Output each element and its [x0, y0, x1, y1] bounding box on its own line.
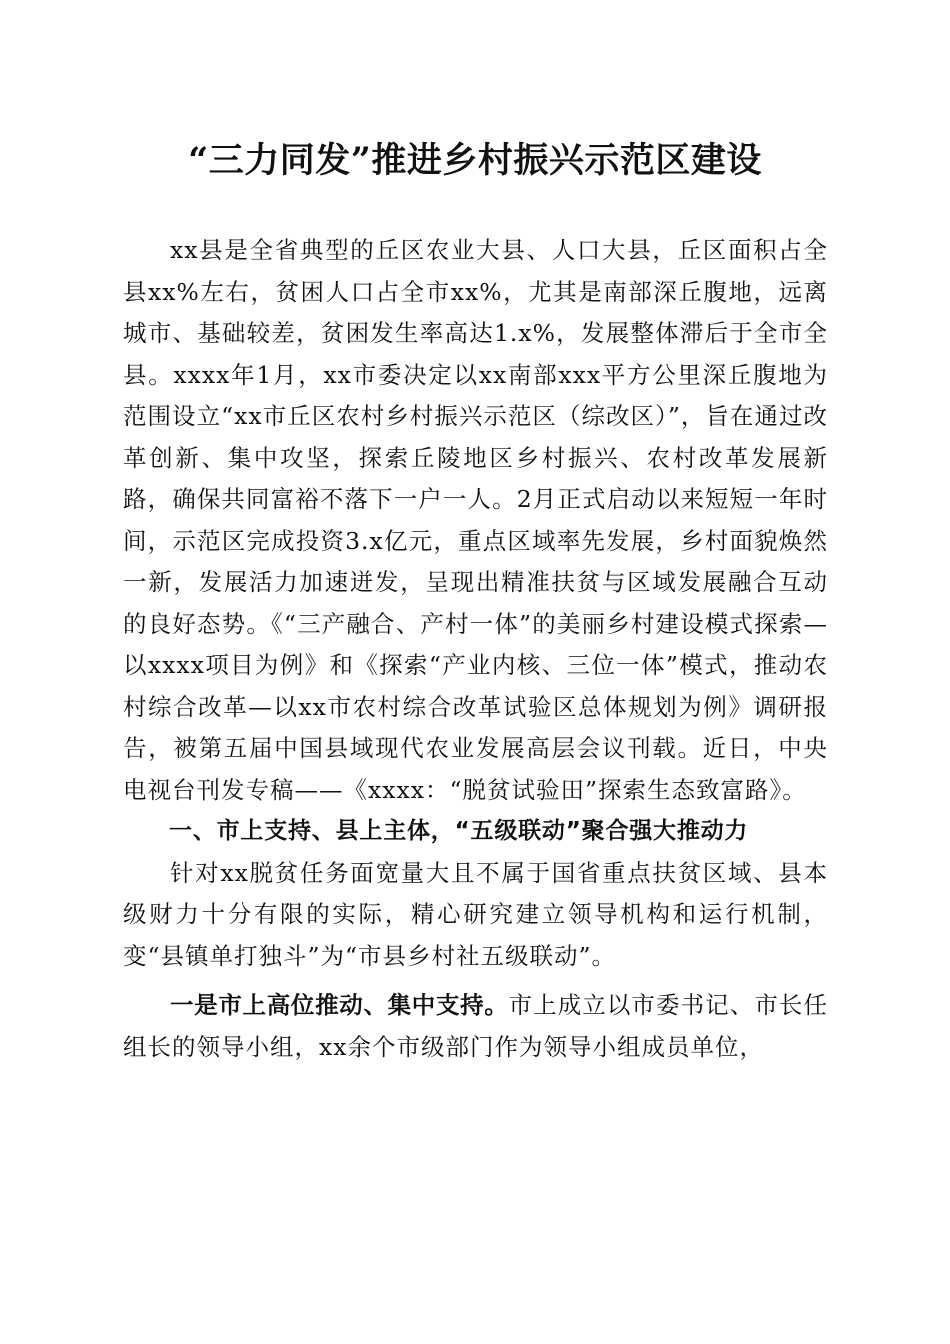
section-paragraph: 针对xx脱贫任务面宽量大且不属于国省重点扶贫区域、县本级财力十分有限的实际，精心研究建立领导机构和运行机制，变“县镇单打独斗”为“市县乡村社五级联动”。 [123, 858, 828, 970]
intro-paragraph: xx县是全省典型的丘区农业大县、人口大县，丘区面积占全县xx%左右，贫困人口占全市xx%，尤其是南部深丘腹地，远离城市、基础较差，贫困发生率高达1.x%，发展整体滞后于全市全县。xxxx年1月，xx市委决定以xx南部xxx平方公里深丘腹地为范围设立“xx市丘区农村乡村振兴示范区（综改区）”，旨在通过改革创新、集中攻坚，探索丘陵地区乡村振兴、农村改革发展新路，确保共同富裕不落下一户一人。2月正式启动以来短短一年时间，示范区完成投资3.x亿元，重点区域率先发展，乡村面貌焕然一新，发展活力加速迸发，呈现出精准扶贫与区域发展融合互动的良好态势。《“三产融合、产村一体”的美丽乡村建设模式探索—以xxxx项目为例》和《探索“产业内核、三位一体”模式，推动农村综合改革—以xx市农村综合改革试验区总体规划为例》调研报告，被第五届中国县域现代农业发展高层会议刊载。近日，中央电视台刊发专稿——《xxxx：“脱贫试验田”探索生态致富路》。 [123, 236, 828, 804]
point-lead: 一是市上高位推动、集中支持。 [170, 991, 509, 1019]
document-title: “三力同发”推进乡村振兴示范区建设 [188, 140, 762, 181]
point-text: 市上成立以市委书记、市长任组长的领导小组，xx余个市级部门作为领导小组成员单位， [123, 991, 828, 1061]
document-body [123, 230, 828, 1068]
section-heading: 一、市上支持、县上主体，“五级联动”聚合强大推动力 [169, 818, 749, 844]
paragraph-spacer [123, 977, 828, 985]
point-paragraph [123, 985, 828, 1068]
